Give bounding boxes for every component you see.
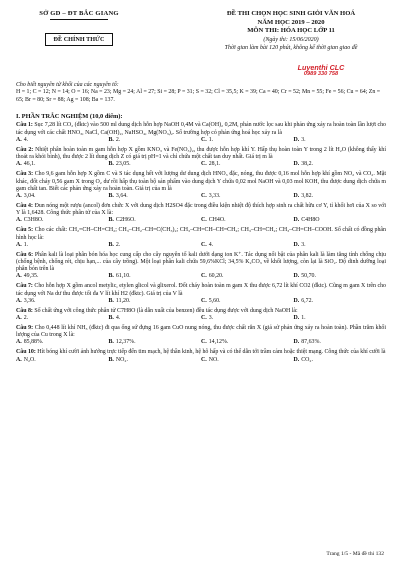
- option-letter: D.: [293, 297, 300, 304]
- option-value: C2H6O.: [115, 217, 136, 224]
- question-text: [16, 171, 386, 193]
- answer-option[interactable]: [294, 315, 387, 322]
- question-body: Cho hỗn hợp X gồm ancol metylic, etylen glicol và glixerol. Đốt cháy hoàn toàn m gam X thu được 6,72 lít khí CO2 (đktc). Cũng m gam X trên cho tác dụng với Na dư thu được tối đa V lít khí H2 (đktc). Giá trị của V là: [16, 283, 386, 297]
- option-value: 3,04.: [23, 193, 36, 200]
- question-item: [16, 325, 386, 347]
- logo-name: Luyenthi CLC: [297, 63, 345, 72]
- option-value: 14,12%.: [208, 339, 229, 346]
- question-number: Câu 5:: [16, 227, 34, 234]
- question-list: [16, 122, 386, 363]
- option-value: 4.: [115, 314, 121, 321]
- option-letter: A.: [16, 297, 22, 304]
- option-letter: A.: [16, 314, 22, 321]
- option-letter: D.: [293, 136, 300, 143]
- answer-option[interactable]: [109, 137, 202, 144]
- answer-options: [16, 161, 386, 168]
- answer-option[interactable]: [201, 298, 294, 305]
- question-number: Câu 3:: [16, 171, 34, 178]
- option-letter: B.: [108, 161, 114, 168]
- question-item: [16, 171, 386, 200]
- answer-options: [16, 242, 386, 249]
- answer-option[interactable]: [109, 217, 202, 224]
- answer-option[interactable]: [16, 242, 109, 249]
- question-text: [16, 308, 386, 315]
- answer-option[interactable]: [294, 242, 387, 249]
- option-letter: C.: [201, 339, 207, 346]
- option-letter: D.: [293, 217, 300, 224]
- option-value: 3.: [208, 314, 214, 321]
- department-name: SỞ GD – ĐT BẮC GIANG: [39, 10, 119, 17]
- question-body: Cho các chất: CH₂=CH–CH=CH₂; CH₃–CH₂–CH=C(CH₃)₂; CH₃–CH=CH–CH=CH₂; CH₃–CH=CH₂; CH₃–CH=CH–COOH. Số chất có đồng phân hình học là:: [16, 227, 386, 241]
- answer-option[interactable]: [201, 161, 294, 168]
- option-letter: C.: [201, 314, 207, 321]
- option-value: 1.: [301, 314, 306, 321]
- answer-option[interactable]: [294, 137, 387, 144]
- option-value: NO.: [208, 356, 219, 363]
- option-value: 5,60.: [208, 297, 221, 304]
- option-value: NO₂.: [115, 356, 128, 363]
- option-value: 2.: [23, 314, 29, 321]
- question-text: [16, 325, 386, 340]
- question-number: Câu 8:: [16, 307, 33, 314]
- answer-option[interactable]: [109, 193, 202, 200]
- option-value: 28,1.: [208, 161, 221, 168]
- option-value: 3.: [301, 241, 306, 248]
- option-letter: D.: [293, 314, 300, 321]
- option-letter: C.: [201, 297, 207, 304]
- option-value: 38,2.: [301, 161, 314, 168]
- answer-option[interactable]: [109, 298, 202, 305]
- exam-duration: Thời gian làm bài 120 phút, không kể thời gian giao đề: [224, 45, 358, 52]
- option-value: 23,05.: [115, 161, 131, 168]
- question-body: Phân kali là loại phân bón hóa học cung cấp cho cây nguyên tố kali dưới dạng ion K⁺. Tác dụng nổi bật của phân kali là làm tăng tính chống chịu (chống bệnh, chống rét, chịu hạn,... của cây trồng). Một loại phân kali chứa 59,6%KCl; 34,5% K₂CO₃ về khối lượng, còn lại là SiO₂. Độ dinh dưỡng loại phân bón trên là: [16, 251, 386, 273]
- question-item: [16, 227, 386, 249]
- option-letter: B.: [108, 241, 114, 248]
- option-value: 46,1.: [23, 161, 36, 168]
- option-letter: C.: [201, 356, 207, 363]
- answer-option[interactable]: [201, 217, 294, 224]
- option-letter: B.: [108, 136, 114, 143]
- option-letter: A.: [16, 136, 22, 143]
- option-letter: A.: [16, 356, 22, 363]
- question-item: [16, 147, 386, 169]
- answer-option[interactable]: [201, 242, 294, 249]
- question-item: [16, 308, 386, 323]
- question-item: [16, 283, 386, 305]
- option-value: 11,20.: [115, 297, 131, 304]
- question-body: Số chất ứng với công thức phân tử C7H8O (là dẫn xuất của benzen) đều tác dụng được với dung dịch NaOH là:: [34, 307, 298, 314]
- department-underline: [50, 19, 108, 20]
- option-letter: B.: [108, 273, 114, 280]
- exam-date: (Ngày thi: 15/06/2020): [263, 36, 319, 43]
- option-letter: C.: [201, 273, 207, 280]
- answer-option[interactable]: [201, 137, 294, 144]
- atomic-mass-block: [16, 82, 386, 104]
- question-item: [16, 349, 386, 364]
- answer-option[interactable]: [109, 161, 202, 168]
- header-right: [186, 10, 396, 53]
- option-letter: D.: [293, 241, 300, 248]
- option-letter: D.: [293, 356, 300, 363]
- answer-option[interactable]: [294, 193, 387, 200]
- answer-option[interactable]: [16, 339, 109, 346]
- question-item: [16, 203, 386, 225]
- answer-options: [16, 193, 386, 200]
- atomic-mass-intro: Cho biết nguyên tử khối của các nguyên tố:: [16, 82, 119, 88]
- answer-option[interactable]: [201, 193, 294, 200]
- school-year: NĂM HỌC 2019 – 2020: [257, 18, 325, 26]
- question-body: Cho 9,6 gam hỗn hợp X gồm C và S tác dụng hết với lượng dư dung dịch HNO₃ đặc, nóng, thu được 0,16 mol hỗn hợp khí gồm NO₂ và CO₂. Mặt khác, đốt cháy 0,56 gam X trong O₂ dư rồi hấp thụ toàn bộ sản phẩm vào dung dịch Y chứa 0,02 mol NaOH và 0,03 mol KOH, thu được dung dịch chứa m gam chất tan. Biết các phản ứng xảy ra hoàn toàn. Giá trị của m là: [16, 171, 386, 192]
- option-value: 49,35.: [23, 273, 39, 280]
- question-number: Câu 1:: [16, 122, 33, 129]
- question-number: Câu 4:: [16, 202, 33, 209]
- option-value: 6,72.: [301, 297, 314, 304]
- option-letter: C.: [201, 161, 207, 168]
- answer-option[interactable]: [294, 298, 387, 305]
- luyenthi-logo: [290, 64, 352, 78]
- option-value: 2.: [115, 241, 121, 248]
- page-footer: Trang 1/5 - Mã đề thi 132: [326, 551, 384, 557]
- option-letter: A.: [16, 193, 22, 200]
- question-text: [16, 227, 386, 242]
- answer-options: [16, 137, 386, 144]
- answer-option[interactable]: [109, 315, 202, 322]
- option-letter: C.: [201, 241, 207, 248]
- answer-options: [16, 298, 386, 305]
- question-item: [16, 252, 386, 281]
- answer-options: [16, 315, 386, 322]
- option-letter: B.: [108, 314, 114, 321]
- question-body: Sục 7,28 lít CO₂ (đktc) vào 500 ml dung dịch hỗn hợp NaOH 0,4M và Ca(OH)₂ 0,2M, phản nước lọc sau khi phản ứng xảy ra hoàn toàn lần lượt cho tác dụng với các chất HNO₃, NaCl, Ca(OH)₂, NaHSO₄, Mg(NO₃)₂. Số trường hợp có phản ứng hoá học xảy ra là: [16, 122, 386, 136]
- option-letter: A.: [16, 161, 22, 168]
- question-body: Đun nóng một rượu (ancol) đơn chức X với dung dịch H2SO4 đặc trong điều kiện nhiệt độ thích hợp sinh ra chất hữu cơ Y, tỉ khối hơi của X so với Y là 1,6428. Công thức phân tử của X là:: [16, 202, 386, 217]
- option-value: CH4O.: [208, 217, 226, 224]
- exam-header: [16, 6, 386, 77]
- question-number: Câu 10:: [16, 349, 36, 356]
- answer-options: [16, 273, 386, 280]
- option-letter: B.: [108, 193, 114, 200]
- answer-option[interactable]: [16, 357, 109, 364]
- answer-option[interactable]: [294, 217, 387, 224]
- option-value: N₂O.: [23, 356, 36, 363]
- official-stamp-box: ĐỀ CHÍNH THỨC: [45, 33, 113, 46]
- option-value: 61,10.: [115, 273, 131, 280]
- option-value: C3H8O.: [23, 217, 44, 224]
- answer-options: [16, 357, 386, 364]
- answer-option[interactable]: [16, 137, 109, 144]
- question-text: [16, 283, 386, 298]
- option-letter: A.: [16, 339, 22, 346]
- logo-phone: 0989 330 758: [303, 71, 339, 77]
- answer-option[interactable]: [201, 357, 294, 364]
- question-body: Hít bóng khí cười ảnh hưởng trực tiếp đến tim mạch, hệ thần kinh, hệ hô hấp và có thể dẫn tới trầm cảm hoặc thiệt mạng. Công thức của khí cười là: [37, 349, 386, 356]
- answer-options: [16, 217, 386, 224]
- answer-option[interactable]: [201, 315, 294, 322]
- option-value: 50,70.: [301, 273, 316, 280]
- atomic-mass-values: H = 1; C = 12; N = 14; O = 16; Na = 23; Mg = 24; Al = 27; Si = 28; P = 31; S = 32; Cl = 35,5; K = 39; Ca = 40; Cr = 52; Mn = 55; Fe = 56; Cu = 64; Zn = 65; Br = 80; Sr = 88; Ag = 108; Ba = 137.: [16, 89, 381, 103]
- answer-option[interactable]: [109, 242, 202, 249]
- option-value: C4H8O: [301, 217, 320, 224]
- option-value: 4.: [23, 136, 29, 143]
- question-number: Câu 6:: [16, 251, 34, 258]
- option-letter: B.: [108, 356, 114, 363]
- option-value: 60,20.: [208, 273, 224, 280]
- option-letter: D.: [293, 339, 300, 346]
- question-text: [16, 349, 386, 356]
- answer-option[interactable]: [16, 217, 109, 224]
- option-letter: D.: [293, 161, 300, 168]
- answer-option[interactable]: [16, 298, 109, 305]
- question-body: Nhiệt phân hoàn toàn m gam hỗn hợp X gồm KNO₃ và Fe(NO₃)₂, thu được hỗn hợp khí Y. Hấp thụ hoàn toàn Y trong 2 lít H₂O (không thấy khí thoát ra khỏi bình), thu được 2 lít dung dịch Z có giá trị pH=1 và chỉ chứa một chất tan duy nhất. Giá trị m là: [16, 146, 386, 161]
- answer-option[interactable]: [109, 273, 202, 280]
- option-value: 3,82.: [301, 193, 314, 200]
- question-item: [16, 122, 386, 144]
- option-letter: A.: [16, 241, 22, 248]
- exam-title: ĐỀ THI CHỌN HỌC SINH GIỎI VĂN HOÁ: [226, 10, 356, 17]
- option-value: 3.: [301, 136, 306, 143]
- answer-option[interactable]: [16, 193, 109, 200]
- answer-option[interactable]: [294, 161, 387, 168]
- question-text: [16, 122, 386, 137]
- option-letter: C.: [201, 217, 207, 224]
- option-value: CO₂.: [301, 356, 313, 363]
- option-letter: A.: [16, 273, 22, 280]
- answer-options: [16, 339, 386, 346]
- option-letter: B.: [108, 339, 114, 346]
- option-value: 3,36.: [23, 297, 36, 304]
- option-letter: B.: [108, 217, 114, 224]
- answer-option[interactable]: [109, 357, 202, 364]
- question-body: Cho 0,448 lít khí NH₃ (đktc) đi qua ống sứ đựng 16 gam CuO nung nóng, thu được chất rắn X (giả sử phản ứng xảy ra hoàn toàn). Phần trăm khối lượng của Cu trong X là:: [16, 324, 386, 339]
- option-value: 12,37%.: [115, 339, 136, 346]
- question-text: [16, 252, 386, 274]
- option-value: 85,88%.: [23, 339, 44, 346]
- question-text: [16, 203, 386, 218]
- option-letter: D.: [293, 193, 300, 200]
- option-value: 2.: [115, 136, 121, 143]
- option-value: 1.: [23, 241, 29, 248]
- answer-option[interactable]: [16, 161, 109, 168]
- question-number: Câu 7:: [16, 283, 33, 290]
- option-letter: C.: [201, 193, 207, 200]
- exam-subject: MÔN THI: HÓA HỌC LỚP 11: [247, 27, 335, 35]
- section-heading: I. PHẦN TRẮC NGHIỆM (10,0 điểm):: [16, 112, 123, 120]
- option-value: 3,33.: [208, 193, 221, 200]
- answer-option[interactable]: [294, 273, 387, 280]
- option-letter: C.: [201, 136, 207, 143]
- answer-option[interactable]: [16, 315, 109, 322]
- option-value: 4.: [208, 241, 214, 248]
- question-number: Câu 9:: [16, 324, 34, 331]
- answer-option[interactable]: [109, 339, 202, 346]
- answer-option[interactable]: [201, 339, 294, 346]
- answer-option[interactable]: [201, 273, 294, 280]
- option-letter: B.: [108, 297, 114, 304]
- answer-option[interactable]: [294, 339, 387, 346]
- answer-option[interactable]: [294, 357, 387, 364]
- header-left: [20, 10, 138, 46]
- option-value: 1.: [208, 136, 214, 143]
- option-letter: D.: [293, 273, 300, 280]
- option-value: 3,64.: [115, 193, 128, 200]
- option-value: 87,63%.: [301, 339, 321, 346]
- question-number: Câu 2:: [16, 146, 34, 153]
- question-text: [16, 147, 386, 162]
- option-letter: A.: [16, 217, 22, 224]
- answer-option[interactable]: [16, 273, 109, 280]
